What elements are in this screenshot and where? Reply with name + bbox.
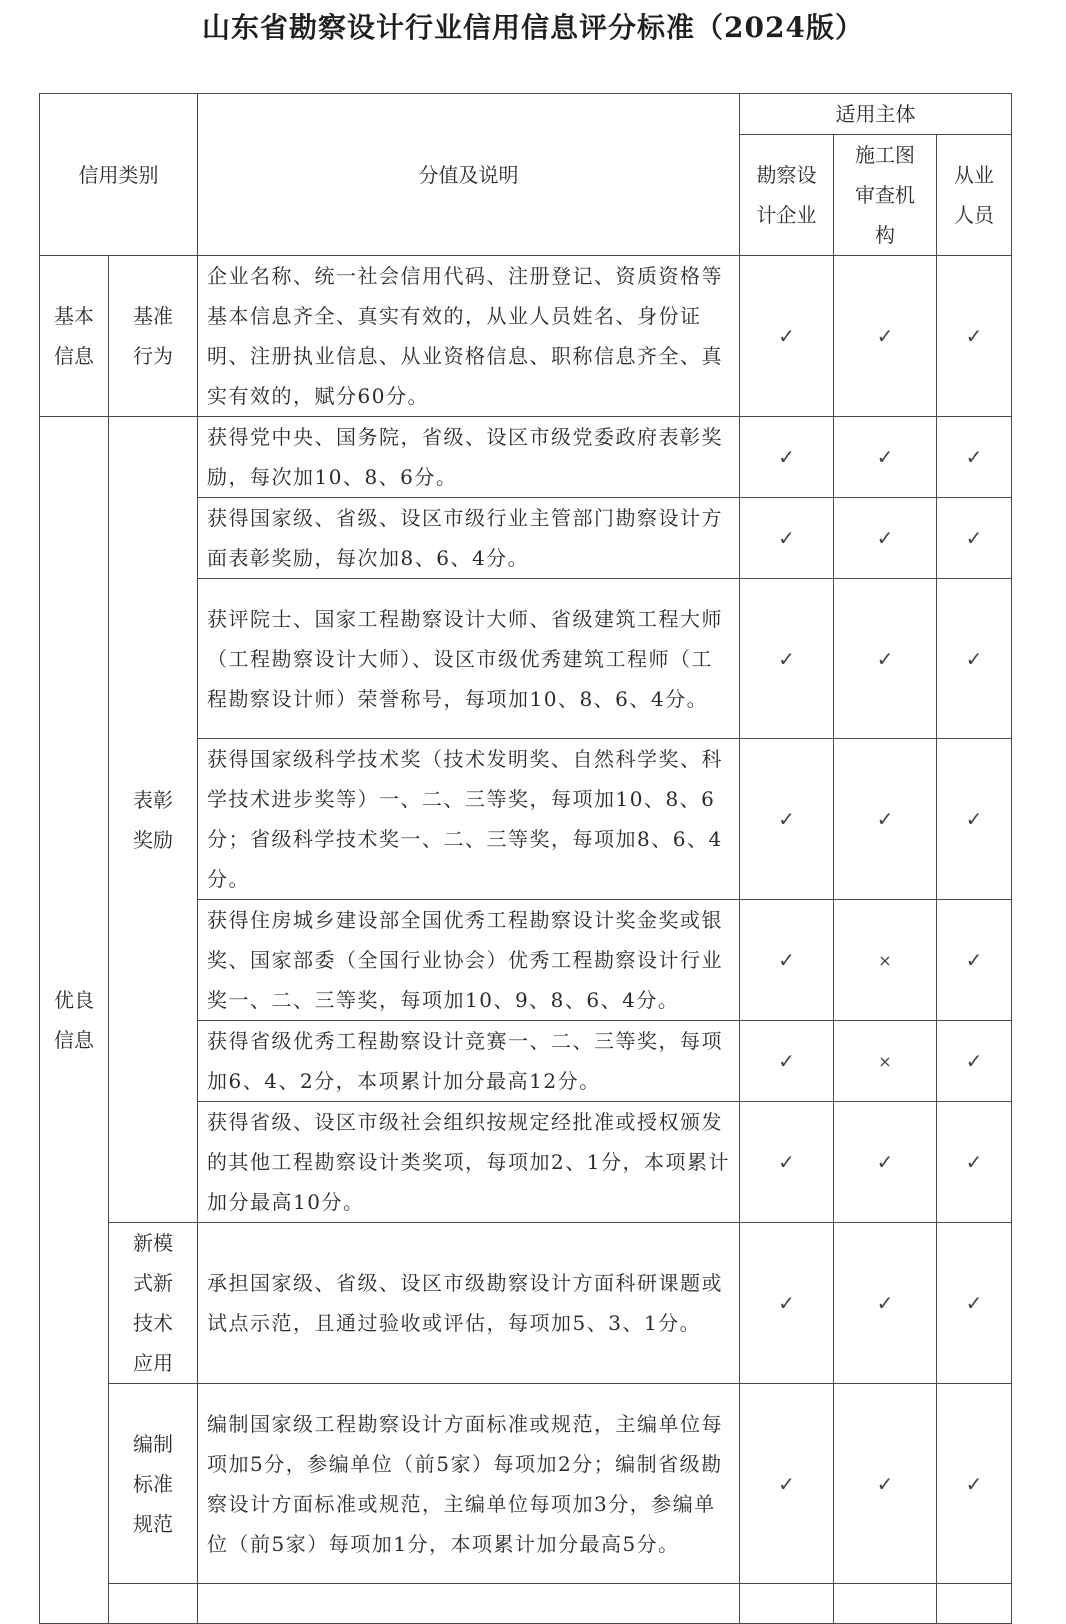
check-icon: ✓ bbox=[937, 739, 1012, 900]
check-icon: ✓ bbox=[937, 1102, 1012, 1223]
check-icon: ✓ bbox=[937, 417, 1012, 498]
check-icon: ✓ bbox=[740, 1223, 834, 1384]
subcategory-new-tech: 新模式新技术应用 bbox=[109, 1223, 198, 1384]
check-icon: ✓ bbox=[834, 739, 937, 900]
check-icon: ✓ bbox=[740, 417, 834, 498]
check-icon: ✓ bbox=[740, 1021, 834, 1102]
check-icon: ✓ bbox=[937, 579, 1012, 739]
check-icon: ✓ bbox=[834, 579, 937, 739]
check-icon: ✓ bbox=[834, 1384, 937, 1584]
row-description: 获得党中央、国务院，省级、设区市级党委政府表彰奖励，每次加10、8、6分。 bbox=[198, 417, 740, 498]
row-description: 获得国家级、省级、设区市级行业主管部门勘察设计方面表彰奖励，每次加8、6、4分。 bbox=[198, 498, 740, 579]
check-icon: ✓ bbox=[834, 1223, 937, 1384]
header-subject-practitioners: 从业人员 bbox=[937, 135, 1012, 256]
table-row bbox=[40, 1223, 1012, 1384]
check-icon: ✓ bbox=[740, 739, 834, 900]
check-icon: ✓ bbox=[740, 900, 834, 1021]
check-icon: ✓ bbox=[937, 256, 1012, 417]
row-description: 获得国家级科学技术奖（技术发明奖、自然科学奖、科学技术进步奖等）一、二、三等奖，每项加10、8、6分；省级科学技术奖一、二、三等奖，每项加8、6、4分。 bbox=[198, 739, 740, 900]
row-description: 承担国家级、省级、设区市级勘察设计方面科研课题或试点示范，且通过验收或评估，每项加5、3、1分。 bbox=[198, 1223, 740, 1384]
check-icon: ✓ bbox=[834, 256, 937, 417]
scoring-table bbox=[39, 93, 1012, 1624]
header-subject-survey-design: 勘察设计企业 bbox=[740, 135, 834, 256]
table-row-continued bbox=[40, 1584, 1012, 1624]
header-description: 分值及说明 bbox=[198, 94, 740, 256]
check-icon: ✓ bbox=[937, 1021, 1012, 1102]
check-icon: ✓ bbox=[834, 1102, 937, 1223]
subcategory-standards: 编制标准规范 bbox=[109, 1384, 198, 1584]
check-icon: ✓ bbox=[937, 900, 1012, 1021]
check-icon: ✓ bbox=[937, 498, 1012, 579]
row-description: 获得省级优秀工程勘察设计竞赛一、二、三等奖，每项加6、4、2分，本项累计加分最高12分。 bbox=[198, 1021, 740, 1102]
header-category: 信用类别 bbox=[40, 94, 198, 256]
check-icon: ✓ bbox=[937, 1384, 1012, 1584]
header-subject-review-agency: 施工图审查机构 bbox=[834, 135, 937, 256]
subcategory-baseline: 基准行为 bbox=[109, 256, 198, 417]
check-icon: ✓ bbox=[740, 256, 834, 417]
cross-icon: × bbox=[834, 1021, 937, 1102]
check-icon: ✓ bbox=[740, 1102, 834, 1223]
row-description: 编制国家级工程勘察设计方面标准或规范，主编单位每项加5分，参编单位（前5家）每项加2分；编制省级勘察设计方面标准或规范，主编单位每项加3分，参编单位（前5家）每项加1分，本项累计加分最高5分。 bbox=[198, 1384, 740, 1584]
row-description: 企业名称、统一社会信用代码、注册登记、资质资格等基本信息齐全、真实有效的，从业人员姓名、身份证明、注册执业信息、从业资格信息、职称信息齐全、真实有效的，赋分60分。 bbox=[198, 256, 740, 417]
category-good-info: 优良信息 bbox=[40, 417, 109, 1624]
table-row bbox=[40, 256, 1012, 417]
check-icon: ✓ bbox=[937, 1223, 1012, 1384]
row-description: 获评院士、国家工程勘察设计大师、省级建筑工程大师（工程勘察设计大师）、设区市级优秀建筑工程师（工程勘察设计师）荣誉称号，每项加10、8、6、4分。 bbox=[198, 579, 740, 739]
table-row bbox=[40, 417, 1012, 498]
check-icon: ✓ bbox=[740, 579, 834, 739]
category-basic-info: 基本信息 bbox=[40, 256, 109, 417]
check-icon: ✓ bbox=[834, 417, 937, 498]
check-icon: ✓ bbox=[740, 498, 834, 579]
check-icon: ✓ bbox=[834, 498, 937, 579]
cross-icon: × bbox=[834, 900, 937, 1021]
row-description: 获得住房城乡建设部全国优秀工程勘察设计奖金奖或银奖、国家部委（全国行业协会）优秀工程勘察设计行业奖一、二、三等奖，每项加10、9、8、6、4分。 bbox=[198, 900, 740, 1021]
table-row bbox=[40, 1384, 1012, 1584]
page-title: 山东省勘察设计行业信用信息评分标准（2024版） bbox=[202, 11, 864, 44]
subcategory-awards: 表彰奖励 bbox=[109, 417, 198, 1223]
check-icon: ✓ bbox=[740, 1384, 834, 1584]
row-description: 获得省级、设区市级社会组织按规定经批准或授权颁发的其他工程勘察设计类奖项，每项加2、1分，本项累计加分最高10分。 bbox=[198, 1102, 740, 1223]
header-applicable: 适用主体 bbox=[740, 94, 1012, 135]
